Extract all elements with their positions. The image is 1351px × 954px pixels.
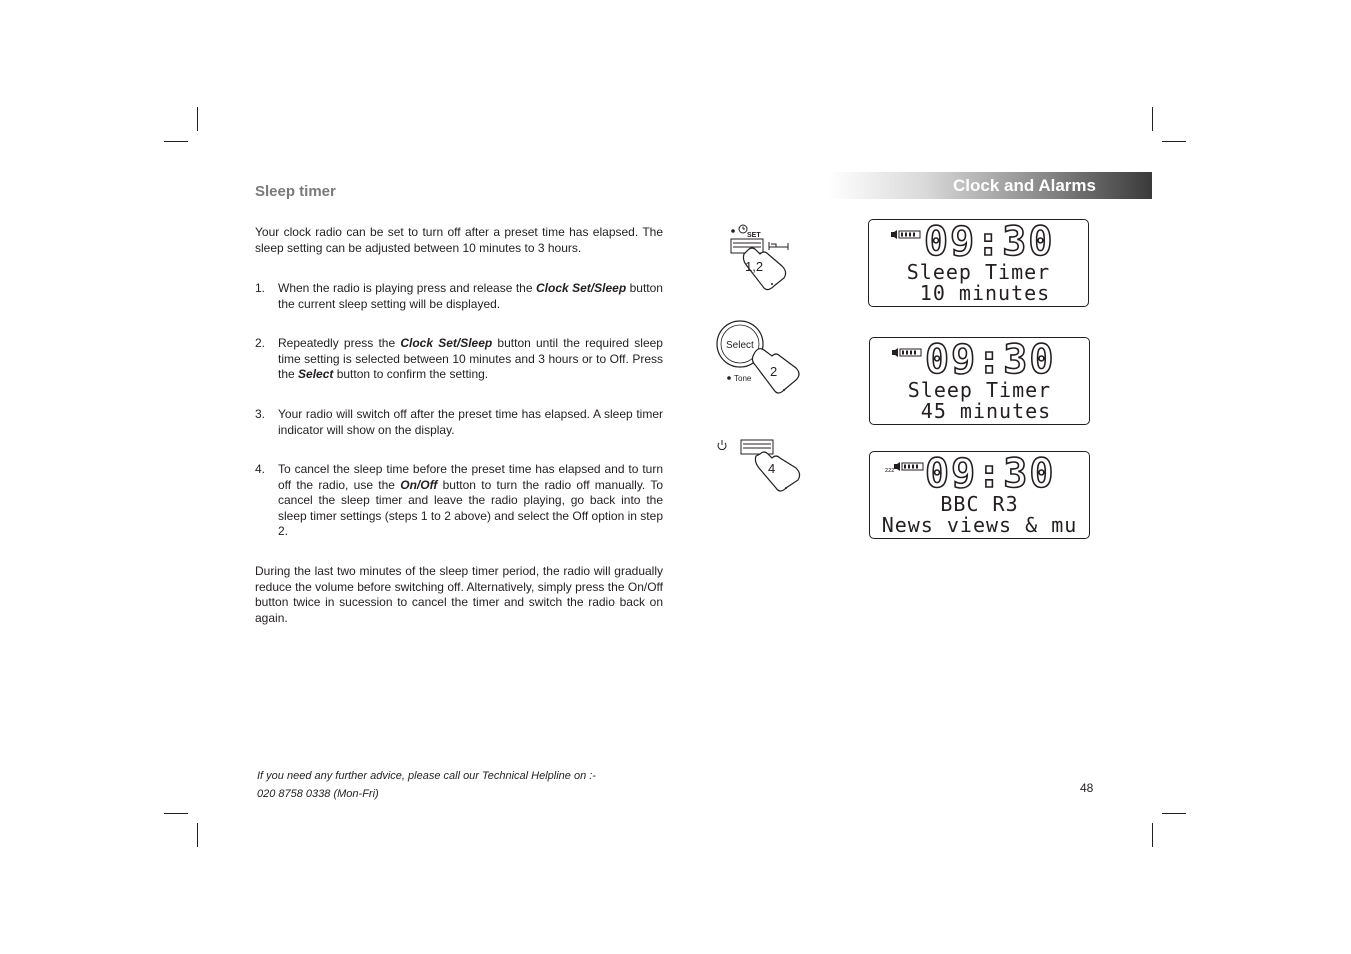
lcd-display — [869, 337, 1090, 425]
lcd-line-1: Sleep Timer — [907, 378, 1052, 402]
power-icon — [714, 436, 806, 498]
crop-mark — [1162, 141, 1186, 142]
clock-set-sleep-button-icon — [716, 222, 806, 297]
svg-text:1,2: 1,2 — [745, 259, 764, 274]
step-item — [255, 407, 663, 438]
step-text: When the radio is playing press and release the Clock Set/Sleep button the current sleep setting will be displayed. — [278, 281, 663, 311]
select-knob-icon — [714, 318, 806, 400]
lcd-time: 09:30 — [925, 451, 1056, 497]
select-knob-illustration — [714, 318, 806, 400]
signal-strength-icon — [891, 230, 921, 239]
lcd-line-2: 10 minutes — [906, 281, 1051, 305]
crop-mark — [1152, 823, 1153, 847]
step-item — [255, 462, 663, 540]
sleep-indicator-icon: zzz — [885, 467, 895, 474]
chapter-banner — [828, 172, 1152, 199]
helpline-number: 020 8758 0338 (Mon-Fri) — [257, 788, 379, 800]
crop-mark — [197, 823, 198, 847]
step-item — [255, 281, 663, 312]
page-number: 48 — [1080, 781, 1094, 795]
helpline-text: If you need any further advice, please call our Technical Helpline on :- — [257, 770, 596, 782]
clock-set-sleep-illustration — [716, 222, 806, 297]
crop-mark — [1152, 107, 1153, 131]
svg-text:4: 4 — [768, 461, 776, 476]
crop-mark — [1162, 813, 1186, 814]
lcd-line-2: 45 minutes — [907, 399, 1052, 423]
step-item — [255, 336, 663, 383]
lcd-line-1: Sleep Timer — [906, 260, 1051, 284]
crop-mark — [164, 813, 188, 814]
intro-paragraph: Your clock radio can be set to turn off after a preset time has elapsed. The sleep setting can be adjusted between 10 minutes to 3 hours. — [255, 225, 663, 255]
step-text: Repeatedly press the Clock Set/Sleep button until the required sleep time setting is selected between 10 minutes and 3 hours or to Off. Press the Select button to confirm the setting. — [278, 336, 663, 381]
step-text: Your radio will switch off after the preset time has elapsed. A sleep timer indicator will show on the display. — [278, 407, 663, 437]
svg-text:Select: Select — [726, 340, 754, 351]
signal-strength-icon — [892, 348, 922, 357]
lcd-display — [868, 219, 1089, 307]
step-text: To cancel the sleep time before the preset time has elapsed and to turn off the radio, use the On/Off button to turn the radio off manually. To cancel the sleep timer and leave the radio playing, go back into the sleep timer settings (steps 1 to 2 above) and select the Off option in step 2. — [278, 462, 663, 538]
step-number: 3. — [255, 407, 266, 421]
closing-paragraph: During the last two minutes of the sleep timer period, the radio will gradually reduce the volume before switching off. Alternatively, simply press the On/Off button twice in sucession to cancel the timer and switch the radio back on again. — [255, 564, 663, 625]
lcd-display — [869, 451, 1090, 539]
lcd-time: 09:30 — [925, 337, 1056, 383]
crop-mark — [164, 141, 188, 142]
lcd-line-1: BBC R3 — [940, 492, 1019, 516]
lcd-line-2: News views & mu — [881, 513, 1078, 537]
power-button-illustration — [714, 436, 806, 498]
signal-strength-icon — [894, 462, 924, 471]
step-number: 1. — [255, 281, 266, 295]
svg-text:SET: SET — [747, 232, 761, 239]
step-number: 4. — [255, 462, 266, 476]
lcd-time: 09:30 — [924, 219, 1055, 265]
step-number: 2. — [255, 336, 266, 350]
section-title: Sleep timer — [255, 183, 336, 200]
svg-text:Tone: Tone — [734, 374, 752, 383]
svg-text:2: 2 — [770, 364, 778, 379]
crop-mark — [197, 107, 198, 131]
chapter-title: Clock and Alarms — [953, 176, 1096, 195]
